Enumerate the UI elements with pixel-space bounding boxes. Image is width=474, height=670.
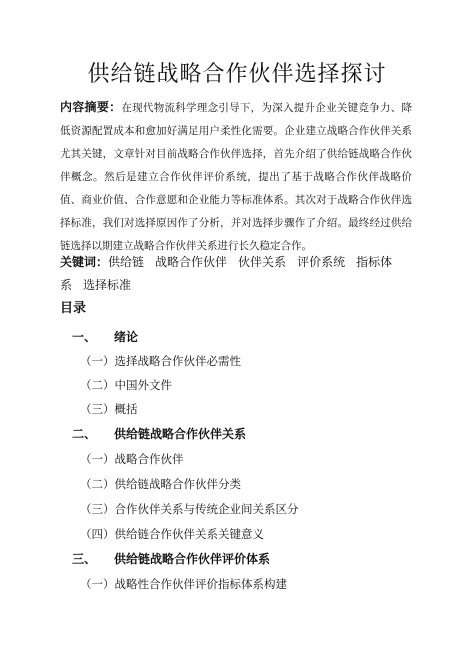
- toc-entry[interactable]: [80, 524, 264, 544]
- toc-entry-text: 战略性合作伙伴评价指标体系构建: [114, 577, 287, 591]
- toc-entry[interactable]: [80, 499, 299, 519]
- toc-entry-number: （一）: [80, 452, 115, 466]
- toc-entry-number: 二、: [72, 427, 97, 441]
- toc-entry-number: 一、: [72, 330, 97, 344]
- document-title: 供给链战略合作伙伴选择探讨: [87, 62, 387, 87]
- toc-entry-text: 战略合作伙伴: [114, 452, 184, 466]
- toc-entry-number: （二）: [80, 477, 115, 491]
- abstract-text: 在现代物流科学理念引导下，为深入提升企业关键竞争力、降低资源配置成本和愈加好满足用户柔性化需要。企业建立战略合作伙伴关系尤其关键，文章针对目前战略合作伙伴选择，首先介绍了供给链战略合作伙伴概念。然后是建立合作伙伴评价系统，提出了基于战略合作伙伴战略价值、商业价值、合作意愿和企业能力等标准体系。其次对于战略合作伙伴选择标准，我们对选择原因作了分析，并对选择步骤作了介绍。最终经过供给链选择以期建立战略合作伙伴关系进行长久稳定合作。: [60, 102, 412, 252]
- keyword: 指标体系: [60, 255, 393, 292]
- toc-entry-text: 供给链战略合作伙伴关系: [114, 427, 247, 441]
- toc-entry[interactable]: [80, 474, 241, 494]
- toc-entry-text: 中国外文件: [114, 378, 172, 392]
- keyword: 战略合作伙伴: [155, 255, 228, 269]
- keyword: 伙伴关系: [238, 255, 287, 269]
- toc-entry[interactable]: [72, 424, 246, 444]
- toc-entry[interactable]: [72, 549, 270, 569]
- toc-entry-number: （三）: [80, 502, 115, 516]
- keywords-label: 关键词：: [60, 255, 109, 269]
- toc-entry-text: 绪论: [114, 330, 139, 344]
- toc-heading: 目录: [60, 301, 87, 316]
- toc-entry-text: 供给链战略合作伙伴分类: [114, 477, 241, 491]
- toc-entry-number: （四）: [80, 527, 115, 541]
- toc-entry-number: （一）: [80, 577, 115, 591]
- toc-entry[interactable]: [80, 449, 184, 469]
- toc-entry-number: （一）: [80, 354, 115, 368]
- keyword: 评价系统: [297, 255, 346, 269]
- abstract-paragraph: [60, 96, 412, 258]
- toc-entry-number: 三、: [72, 552, 97, 566]
- toc-entry[interactable]: [80, 574, 287, 594]
- toc-entry-text: 供给链合作伙伴关系关键意义: [114, 527, 264, 541]
- toc-entry-text: 概括: [114, 402, 138, 416]
- toc-entry-text: 供给链战略合作伙伴评价体系: [114, 552, 271, 566]
- toc-entry[interactable]: [72, 327, 138, 347]
- toc-entry-text: 选择战略合作伙伴必需性: [114, 354, 241, 368]
- keyword: 选择标准: [83, 278, 132, 292]
- toc-entry-number: （三）: [80, 402, 115, 416]
- toc-entry-text: 合作伙伴关系与传统企业间关系区分: [114, 502, 299, 516]
- toc-entry-number: （二）: [80, 378, 115, 392]
- keyword: 供给链: [108, 255, 145, 269]
- abstract-label: 内容摘要：: [60, 100, 122, 114]
- toc-entry[interactable]: [80, 351, 241, 371]
- keywords-line: [60, 251, 412, 297]
- toc-entry[interactable]: [80, 399, 138, 419]
- toc-entry[interactable]: [80, 375, 172, 395]
